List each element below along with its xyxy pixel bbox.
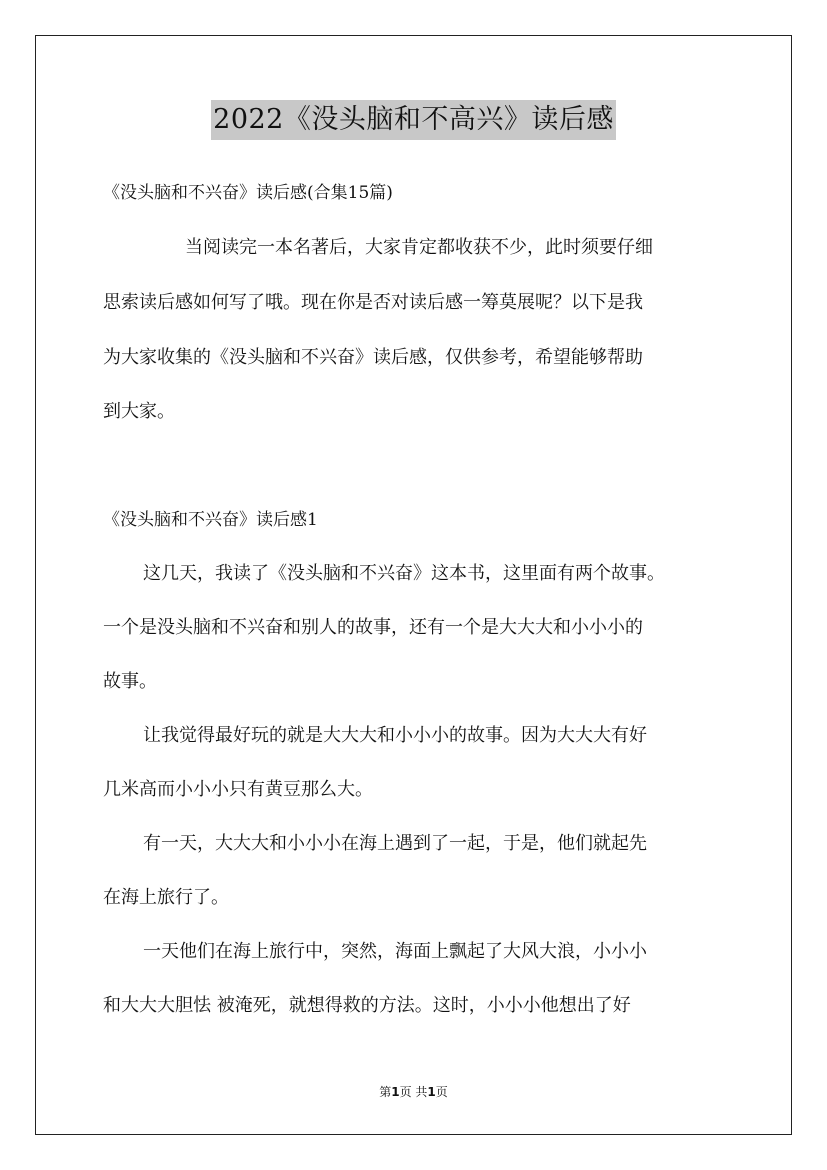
document-title: 2022《没头脑和不高兴》读后感: [211, 100, 616, 140]
intro-line: 到大家。: [103, 401, 175, 422]
page-prefix: 第: [379, 1085, 392, 1099]
page-total: 1: [427, 1085, 436, 1099]
title-wrap: [0, 100, 827, 140]
body-line: 有一天，大大大和小小小在海上遇到了一起，于是，他们就起先: [143, 833, 647, 854]
body-line: 和大大大胆怯 被淹死，就想得救的方法。这时，小小小他想出了好: [103, 995, 631, 1016]
section-heading: 《没头脑和不兴奋》读后感1: [103, 510, 318, 530]
body-line: 一天他们在海上旅行中，突然，海面上飘起了大风大浪，小小小: [143, 941, 647, 962]
page-number: 1: [391, 1085, 400, 1099]
intro-line: 为大家收集的《没头脑和不兴奋》读后感，仅供参考，希望能够帮助: [103, 347, 643, 368]
intro-line: 思索读后感如何写了哦。现在你是否对读后感一筹莫展呢？以下是我: [103, 292, 643, 313]
intro-line: 当阅读完一本名著后，大家肯定都收获不少，此时须要仔细: [185, 237, 653, 258]
body-line: 让我觉得最好玩的就是大大大和小小小的故事。因为大大大有好: [143, 725, 647, 746]
body-line: 故事。: [103, 671, 157, 692]
page-suffix: 页: [435, 1085, 448, 1099]
body-line: 这几天，我读了《没头脑和不兴奋》这本书，这里面有两个故事。: [143, 563, 665, 584]
page-mid: 页 共: [399, 1085, 428, 1099]
page-footer: [0, 1083, 827, 1101]
body-line: 一个是没头脑和不兴奋和别人的故事，还有一个是大大大和小小小的: [103, 617, 643, 638]
document-subtitle: 《没头脑和不兴奋》读后感(合集15篇): [103, 183, 393, 203]
body-line: 在海上旅行了。: [103, 887, 229, 908]
body-line: 几米高而小小小只有黄豆那么大。: [103, 779, 373, 800]
